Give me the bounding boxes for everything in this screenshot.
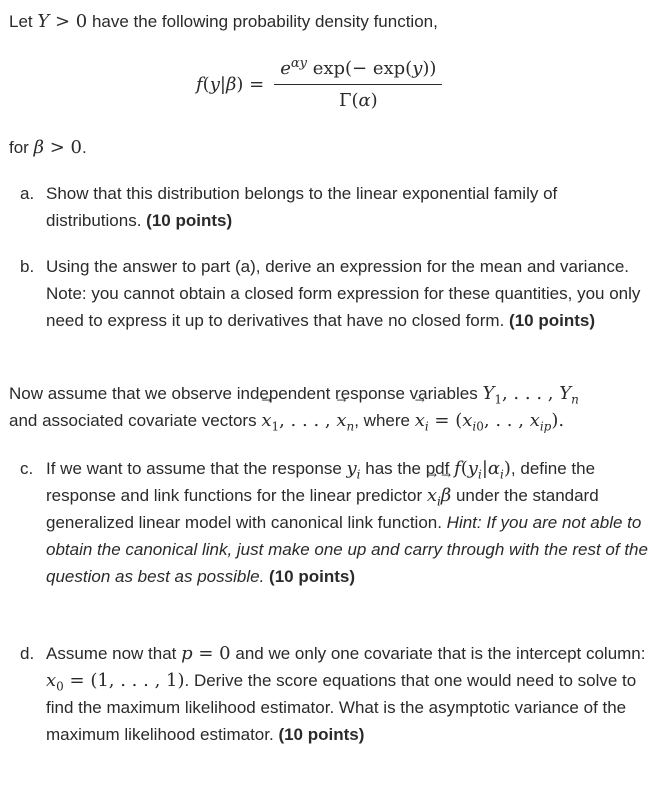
math-covariate-definition: → $x_i = (x_{i0}$, . . , $x_{ip}$).	[415, 410, 564, 431]
part-c-text-1: If we want to assume that the response	[46, 459, 347, 478]
condition-sentence	[9, 134, 661, 161]
condition-tail: .	[81, 138, 87, 157]
part-a-text: Show that this distribution belongs to the linear exponential family of distributions.	[46, 184, 558, 230]
equation-fraction	[274, 55, 442, 114]
part-a	[20, 180, 652, 234]
intro-sentence	[9, 8, 661, 35]
part-c-text-3: , define the response and link functions for the linear predictor	[46, 459, 596, 505]
math-y-i: $y_i$	[346, 458, 361, 482]
part-b-letter: b.	[20, 257, 35, 276]
equation-numerator: $e^{\alpha y}$ exp(− exp(y))	[280, 55, 437, 79]
condition-lead: for	[9, 138, 34, 157]
observe-text-2: and associated covariate vectors	[9, 411, 262, 430]
part-a-body	[46, 180, 652, 234]
observe-text-3: , where	[354, 411, 415, 430]
part-c	[20, 455, 652, 590]
part-c-body	[46, 455, 652, 590]
math-beta-positive: β > 0	[33, 137, 82, 158]
math-pdf-f-yi-alphai: $f(y_i|\alpha_i)$	[454, 458, 511, 482]
part-d-text-3: . Derive the score equations that one would need to solve to find the maximum likelihood estimator. What is the asymptotic variance of the maximum likelihood estimator.	[46, 671, 637, 744]
math-response-variables: $Y_1$, . . . , $Y_n$	[482, 383, 579, 407]
part-c-hint: Hint: If you are not able to obtain the canonical link, just make one up and carry through with the rest of the question as best as possible.	[46, 513, 648, 586]
part-b-body	[46, 253, 652, 334]
intro-lead: Let	[9, 12, 38, 31]
math-y-positive: Y > 0	[37, 11, 88, 32]
math-p-zero: p = 0	[181, 643, 231, 664]
density-equation	[196, 52, 442, 116]
part-d-text-2: and we only one covariate that is the intercept column:	[230, 644, 646, 663]
part-d-text-1: Assume now that	[46, 644, 182, 663]
part-d-body	[46, 640, 652, 748]
part-a-letter: a.	[20, 184, 35, 203]
equation-lhs: f(y|β) =	[196, 73, 265, 95]
math-linear-predictor: → $x_i\to \beta$	[427, 485, 451, 506]
part-a-points: (10 points)	[146, 211, 233, 230]
part-c-letter: c.	[20, 459, 34, 478]
part-c-text-2: has the pdf	[360, 459, 455, 478]
part-c-points: (10 points)	[269, 567, 355, 586]
part-b-points: (10 points)	[509, 311, 595, 330]
observe-text-1: Now assume that we observe independent response variables	[9, 384, 483, 403]
part-b	[20, 253, 652, 334]
equation-denominator: Γ(α)	[274, 84, 442, 114]
part-d-letter: d.	[20, 644, 35, 663]
part-d	[20, 640, 652, 748]
observation-paragraph	[9, 380, 661, 434]
math-covariate-vectors: → $x_1$, . . . , → $x_n$	[261, 410, 354, 431]
math-intercept-column: $x_0 = (1$, . . . , 1)	[46, 670, 185, 694]
part-d-points: (10 points)	[278, 725, 365, 744]
part-c-text-4: under the standard generalized linear model with canonical link function.	[46, 486, 599, 532]
intro-tail: have the following probability density function,	[87, 12, 438, 31]
part-b-text: Using the answer to part (a), derive an expression for the mean and variance. Note: you cannot obtain a closed form expression for these quantities, you only need to express it up to derivatives that have no closed form.	[46, 257, 641, 330]
